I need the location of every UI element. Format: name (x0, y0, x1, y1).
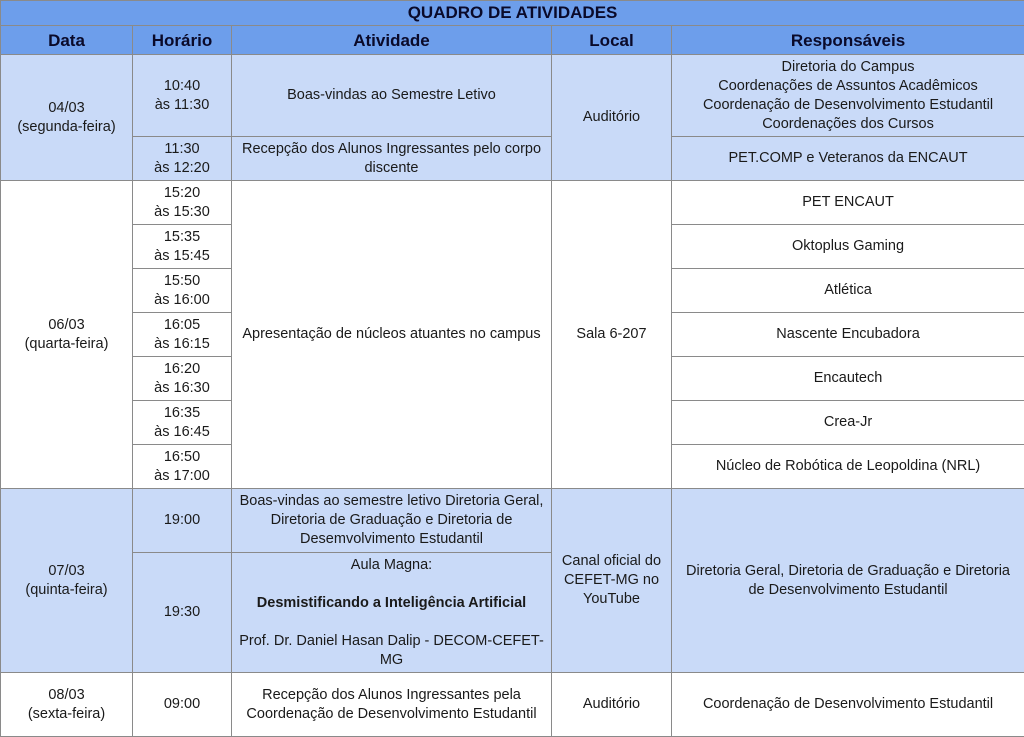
time-end: às 16:15 (137, 335, 227, 354)
time-start: 15:50 (137, 272, 227, 291)
header-data: Data (1, 26, 133, 55)
local-cell: Auditório (552, 55, 672, 181)
time-end: às 15:45 (137, 247, 227, 266)
date: 06/03 (5, 316, 128, 335)
weekday: (sexta-feira) (5, 705, 128, 724)
responsible-cell (672, 55, 1024, 137)
time-start: 16:50 (137, 448, 227, 467)
responsible-cell: PET.COMP e Veteranos da ENCAUT (672, 137, 1024, 181)
responsible-cell: Crea-Jr (672, 401, 1024, 445)
activity-cell: Recepção dos Alunos Ingressantes pelo corpo discente (232, 137, 552, 181)
responsible-cell: Núcleo de Robótica de Leopoldina (NRL) (672, 445, 1024, 489)
activity-cell: Boas-vindas ao Semestre Letivo (232, 55, 552, 137)
date-cell (1, 55, 133, 181)
header-responsaveis: Responsáveis (672, 26, 1024, 55)
time-end: às 16:00 (137, 291, 227, 310)
date-cell (1, 489, 133, 673)
responsible-cell: Atlética (672, 269, 1024, 313)
local-cell: Canal oficial do CEFET-MG no YouTube (552, 489, 672, 673)
weekday: (quinta-feira) (5, 581, 128, 600)
table-row (1, 489, 1024, 553)
time-start: 11:30 (137, 140, 227, 159)
activity-cell (232, 553, 552, 673)
time-start: 16:35 (137, 404, 227, 423)
header-local: Local (552, 26, 672, 55)
weekday: (quarta-feira) (5, 335, 128, 354)
responsible-line: Coordenação de Desenvolvimento Estudantil (676, 96, 1020, 115)
speaker: Prof. Dr. Daniel Hasan Dalip - DECOM-CEFET-MG (236, 632, 547, 670)
time-start: 16:05 (137, 316, 227, 335)
time-end: às 16:45 (137, 423, 227, 442)
time-end: às 15:30 (137, 203, 227, 222)
date: 07/03 (5, 562, 128, 581)
local-cell: Auditório (552, 673, 672, 737)
time-cell (133, 181, 232, 225)
time-start: 16:20 (137, 360, 227, 379)
responsible-line: Coordenações de Assuntos Acadêmicos (676, 77, 1020, 96)
time-end: às 16:30 (137, 379, 227, 398)
activity-cell: Boas-vindas ao semestre letivo Diretoria Geral, Diretoria de Graduação e Diretoria de Desemvolvimento Estudantil (232, 489, 552, 553)
responsible-cell: Encautech (672, 357, 1024, 401)
activity-cell: Apresentação de núcleos atuantes no campus (232, 181, 552, 489)
time-cell (133, 55, 232, 137)
talk-title: Desmistificando a Inteligência Artificial (236, 594, 547, 613)
time-cell (133, 313, 232, 357)
time-cell (133, 401, 232, 445)
time-cell (133, 357, 232, 401)
table-row (1, 137, 1024, 181)
weekday: (segunda-feira) (5, 118, 128, 137)
time-start: 15:20 (137, 184, 227, 203)
time-cell: 09:00 (133, 673, 232, 737)
time-cell (133, 225, 232, 269)
aula-magna-label: Aula Magna: (236, 556, 547, 575)
table-row (1, 55, 1024, 137)
date-cell (1, 673, 133, 737)
time-start: 10:40 (137, 77, 227, 96)
table-row (1, 181, 1024, 225)
time-cell (133, 137, 232, 181)
activity-cell: Recepção dos Alunos Ingressantes pela Coordenação de Desenvolvimento Estudantil (232, 673, 552, 737)
responsible-cell: Coordenação de Desenvolvimento Estudantil (672, 673, 1024, 737)
table-row (1, 673, 1024, 737)
responsible-line: Diretoria do Campus (676, 58, 1020, 77)
time-cell (133, 269, 232, 313)
responsible-cell: Diretoria Geral, Diretoria de Graduação e Diretoria de Desenvolvimento Estudantil (672, 489, 1024, 673)
time-start: 15:35 (137, 228, 227, 247)
responsible-line: Coordenações dos Cursos (676, 115, 1020, 134)
date: 08/03 (5, 686, 128, 705)
date: 04/03 (5, 99, 128, 118)
header-atividade: Atividade (232, 26, 552, 55)
time-cell: 19:30 (133, 553, 232, 673)
header-horario: Horário (133, 26, 232, 55)
time-cell (133, 445, 232, 489)
table-title: QUADRO DE ATIVIDADES (1, 1, 1024, 26)
responsible-cell: PET ENCAUT (672, 181, 1024, 225)
time-end: às 11:30 (137, 96, 227, 115)
responsible-cell: Oktoplus Gaming (672, 225, 1024, 269)
responsible-cell: Nascente Encubadora (672, 313, 1024, 357)
local-cell: Sala 6-207 (552, 181, 672, 489)
date-cell (1, 181, 133, 489)
time-end: às 17:00 (137, 467, 227, 486)
time-cell: 19:00 (133, 489, 232, 553)
time-end: às 12:20 (137, 159, 227, 178)
